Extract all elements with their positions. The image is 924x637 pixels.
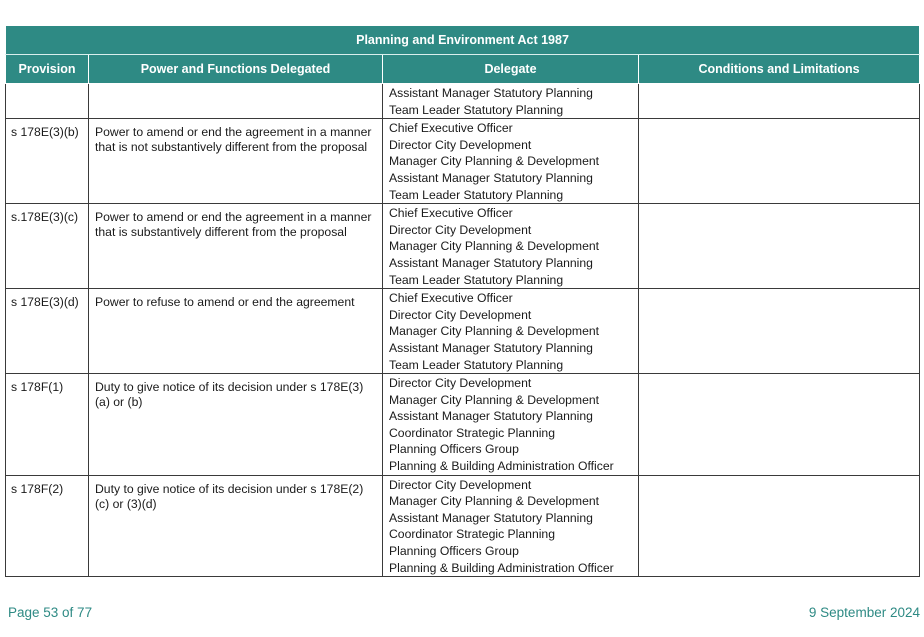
table-row xyxy=(6,374,920,476)
delegate-name: Chief Executive Officer xyxy=(389,121,513,136)
power-cell: Duty to give notice of its decision under s 178E(2)(c) or (3)(d) xyxy=(89,475,383,577)
table-row xyxy=(6,204,920,289)
delegate-name: Team Leader Statutory Planning xyxy=(389,187,564,202)
power-cell: Power to amend or end the agreement in a manner that is substantively different from the proposal xyxy=(89,204,383,289)
power-cell: Duty to give notice of its decision under s 178E(3)(a) or (b) xyxy=(89,374,383,476)
delegate-name: Manager City Planning & Development xyxy=(389,494,600,509)
table-row xyxy=(6,84,920,119)
delegate-name: Planning Officers Group xyxy=(389,544,519,559)
delegate-name: Assistant Manager Statutory Planning xyxy=(389,86,593,100)
delegate-name: Planning Officers Group xyxy=(389,442,519,457)
delegate-cell xyxy=(383,204,639,289)
provision-cell: s 178E(3)(b) xyxy=(6,119,89,204)
delegate-cell xyxy=(383,374,639,476)
delegate-name: Assistant Manager Statutory Planning xyxy=(389,340,593,355)
delegate-name: Manager City Planning & Development xyxy=(389,324,600,339)
delegate-name: Manager City Planning & Development xyxy=(389,154,600,169)
table-row xyxy=(6,475,920,577)
delegate-name: Coordinator Strategic Planning xyxy=(389,527,555,542)
delegate-name: Planning & Building Administration Officer xyxy=(389,459,614,474)
power-cell: Power to amend or end the agreement in a manner that is not substantively different from the proposal xyxy=(89,119,383,204)
page-number: Page 53 of 77 xyxy=(8,605,93,620)
delegate-name: Director City Development xyxy=(389,307,532,322)
delegate-name: Chief Executive Officer xyxy=(389,291,513,306)
conditions-cell xyxy=(639,84,920,119)
delegate-cell xyxy=(383,475,639,577)
conditions-cell xyxy=(639,289,920,374)
conditions-cell xyxy=(639,475,920,577)
delegate-cell xyxy=(383,289,639,374)
header-provision: Provision xyxy=(6,55,89,84)
conditions-cell xyxy=(639,204,920,289)
delegate-cell xyxy=(383,119,639,204)
provision-cell: s 178F(2) xyxy=(6,475,89,577)
power-cell: Power to refuse to amend or end the agreement xyxy=(89,289,383,374)
delegate-name: Director City Development xyxy=(389,222,532,237)
delegate-name: Coordinator Strategic Planning xyxy=(389,425,555,440)
power-cell xyxy=(89,84,383,119)
delegate-cell xyxy=(383,84,639,119)
conditions-cell xyxy=(639,119,920,204)
delegate-name: Planning & Building Administration Officer xyxy=(389,560,614,575)
delegate-name: Assistant Manager Statutory Planning xyxy=(389,409,593,424)
delegate-name: Manager City Planning & Development xyxy=(389,239,600,254)
delegate-name: Assistant Manager Statutory Planning xyxy=(389,170,593,185)
delegate-name: Team Leader Statutory Planning xyxy=(389,357,564,372)
delegate-name: Team Leader Statutory Planning xyxy=(389,272,564,287)
header-conditions: Conditions and Limitations xyxy=(639,55,920,84)
delegate-name: Chief Executive Officer xyxy=(389,206,513,221)
conditions-cell xyxy=(639,374,920,476)
delegation-table xyxy=(5,25,920,577)
table-title: Planning and Environment Act 1987 xyxy=(6,26,920,55)
provision-cell: s.178E(3)(c) xyxy=(6,204,89,289)
delegate-name: Manager City Planning & Development xyxy=(389,392,600,407)
delegate-name: Director City Development xyxy=(389,376,532,391)
header-delegate: Delegate xyxy=(383,55,639,84)
header-power: Power and Functions Delegated xyxy=(89,55,383,84)
delegate-name: Assistant Manager Statutory Planning xyxy=(389,510,593,525)
delegate-name: Director City Development xyxy=(389,477,532,492)
provision-cell: s 178F(1) xyxy=(6,374,89,476)
table-row xyxy=(6,289,920,374)
provision-cell xyxy=(6,84,89,119)
delegate-name: Team Leader Statutory Planning xyxy=(389,102,564,117)
provision-cell: s 178E(3)(d) xyxy=(6,289,89,374)
table-row xyxy=(6,119,920,204)
document-date: 9 September 2024 xyxy=(808,605,920,620)
delegate-name: Assistant Manager Statutory Planning xyxy=(389,255,593,270)
table-body xyxy=(6,84,920,577)
delegate-name: Director City Development xyxy=(389,137,532,152)
